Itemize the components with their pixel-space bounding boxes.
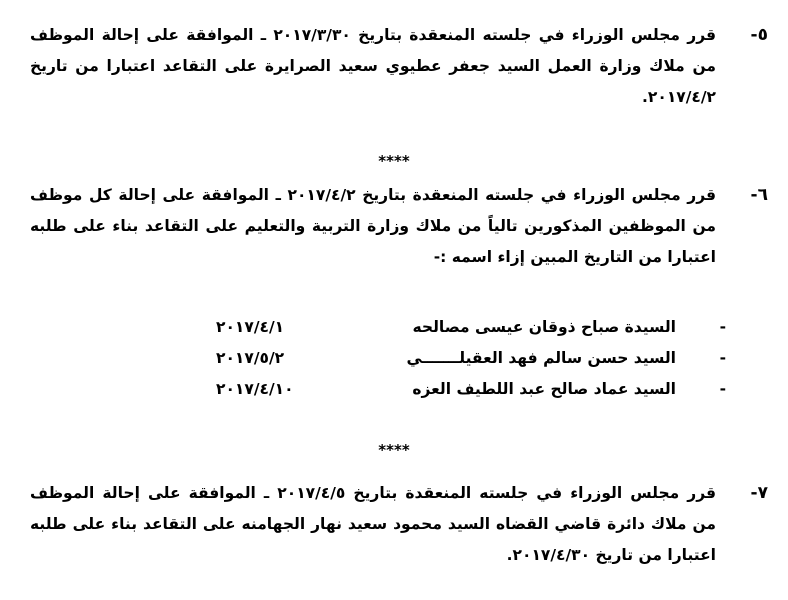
list-item xyxy=(216,343,726,374)
item-line: من الموظفين المذكورين تالياً من ملاك وزارة التربية والتعليم على التقاعد بناء على طلبه xyxy=(30,217,716,235)
item-text xyxy=(30,478,716,571)
item-line: قرر مجلس الوزراء في جلسته المنعقدة بتاريخ ٢٠١٧/٤/٢ ـ الموافقة على إحالة كل موظف xyxy=(30,186,717,204)
item-line: اعتبارا من تاريخ ٢٠١٧/٤/٣٠. xyxy=(506,546,716,564)
decision-item-7 xyxy=(30,478,768,571)
retiree-name: السيد عماد صالح عبد اللطيف العزه xyxy=(412,380,676,398)
item-line: من ملاك دائرة قاضي القضاه السيد محمود سعيد نهار الجهامنه على التقاعد بناء على طلبه xyxy=(30,515,716,533)
item-line: قرر مجلس الوزراء في جلسته المنعقدة بتاريخ ٢٠١٧/٣/٣٠ ـ الموافقة على إحالة الموظف xyxy=(30,26,717,44)
list-item xyxy=(216,374,726,405)
retirement-date: ٢٠١٧/٤/١٠ xyxy=(216,380,294,398)
separator: **** xyxy=(378,152,410,170)
decision-item-5 xyxy=(30,20,768,113)
decision-item-6 xyxy=(30,180,768,273)
retirement-date: ٢٠١٧/٥/٢ xyxy=(216,349,285,367)
item-text xyxy=(30,20,716,113)
item-line: ٢٠١٧/٤/٢. xyxy=(642,88,716,106)
retiree-name: السيد حسن سالم فهد العقيلـــــــي xyxy=(406,349,676,367)
list-bullet: - xyxy=(719,349,726,367)
item-number: ٧- xyxy=(750,483,768,503)
list-bullet: - xyxy=(719,380,726,398)
item-line: قرر مجلس الوزراء في جلسته المنعقدة بتاريخ ٢٠١٧/٤/٥ ـ الموافقة على إحالة الموظف xyxy=(30,484,717,502)
list-bullet: - xyxy=(719,318,726,336)
item-text xyxy=(30,180,716,273)
item-line: اعتبارا من التاريخ المبين إزاء اسمه :- xyxy=(433,248,716,266)
separator: **** xyxy=(378,441,410,459)
list-item xyxy=(216,312,726,343)
item-line: من ملاك وزارة العمل السيد جعفر عطيوي سعيد الصرايرة على التقاعد اعتبارا من تاريخ xyxy=(30,57,716,75)
retiree-name: السيدة صباح ذوقان عيسى مصالحه xyxy=(412,318,676,336)
retirement-date: ٢٠١٧/٤/١ xyxy=(216,318,285,336)
item-number: ٥- xyxy=(750,25,768,45)
retirees-list xyxy=(216,312,726,405)
item-number: ٦- xyxy=(750,185,768,205)
